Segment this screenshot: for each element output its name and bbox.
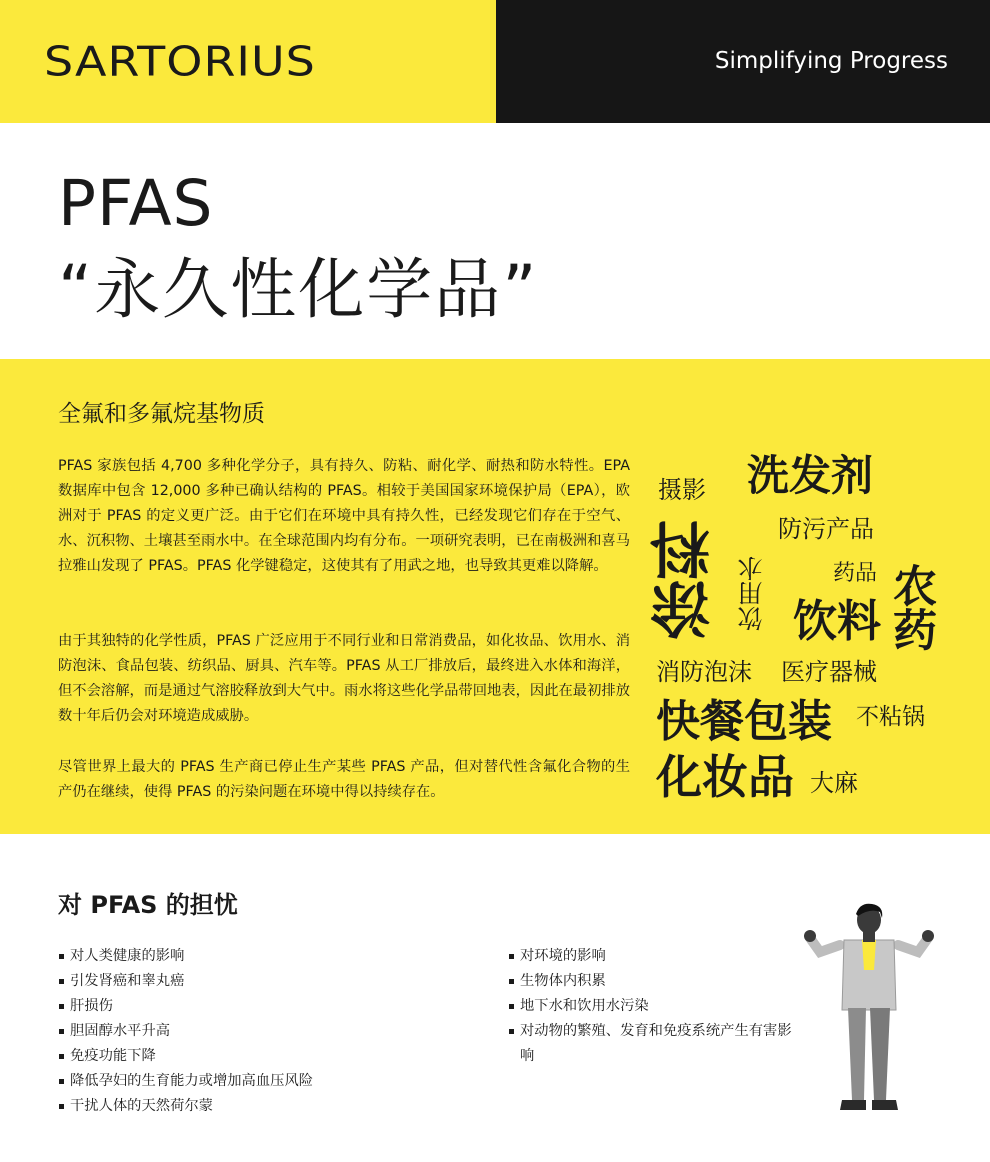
- person-illustration: [800, 900, 940, 1116]
- word-medicine: 药品: [833, 561, 878, 586]
- list-item: 对人类健康的影响: [58, 944, 478, 969]
- word-stain-proof: 防污产品: [778, 515, 874, 543]
- health-concerns-list: [58, 944, 478, 1119]
- word-fast-food-packaging: 快餐包装: [656, 696, 832, 747]
- intro-paragraph-3: 尽管世界上最大的 PFAS 生产商已停止生产某些 PFAS 产品，但对替代性含氟化合物的生产仍在继续，使得 PFAS 的污染问题在环境中得以持续存在。: [58, 759, 630, 800]
- list-item: 地下水和饮用水污染: [508, 994, 800, 1019]
- word-nonstick-pan: 不粘锅: [856, 704, 925, 730]
- intro-paragraph-1: PFAS 家族包括 4,700 多种化学分子，具有持久、防粘、耐化学、耐热和防水特性。EPA 数据库中包含 12,000 多种已确认结构的 PFAS。相较于美国国家环境保护局（EPA），欧洲对于 PFAS 的定义更广泛。由于它们在环境中具有持久性，已经发现它们存在于空气、水、沉积物、土壤甚至雨水中。在全球范围内均有分布。一项研究表明，已在南极洲和喜马拉雅山发现了 PFAS。PFAS 化学键稳定，这使其有了用武之地，也导致其更难以降解。: [58, 458, 630, 574]
- word-medical-devices: 医疗器械: [781, 658, 877, 686]
- tagline: Simplifying Progress: [714, 48, 948, 74]
- header-dark-panel: [496, 0, 990, 123]
- header-yellow-panel: [0, 0, 496, 123]
- word-shampoo: 洗发剂: [747, 451, 874, 500]
- list-item: 肝损伤: [58, 994, 478, 1019]
- list-item: 引发肾癌和睾丸癌: [58, 969, 478, 994]
- word-fire-foam: 消防泡沫: [656, 658, 752, 686]
- word-paint: 涂料: [650, 520, 720, 640]
- word-pesticide: 农药: [885, 563, 936, 651]
- word-cannabis: 大麻: [810, 769, 858, 797]
- word-drinking-water: 饮用水: [737, 556, 766, 631]
- header: [0, 0, 990, 123]
- environment-concerns-list: [508, 944, 800, 1069]
- intro-heading: 全氟和多氟烷基物质: [58, 401, 265, 427]
- intro-paragraph-2: 由于其独特的化学性质，PFAS 广泛应用于不同行业和日常消费品，如化妆品、饮用水、消防泡沫、食品包装、纺织品、厨具、汽车等。PFAS 从工厂排放后，最终进入水体和海洋，但不会溶解，而是通过气溶胶释放到大气中。雨水将这些化学品带回地表，因此在最初排放数十年后仍会对环境造成威胁。: [58, 633, 630, 724]
- word-cosmetics: 化妆品: [656, 750, 794, 804]
- word-photography: 摄影: [658, 476, 706, 504]
- list-item: 对环境的影响: [508, 944, 800, 969]
- concerns-heading: 对 PFAS 的担忧: [58, 891, 238, 919]
- word-beverage: 饮料: [793, 596, 881, 647]
- list-item: 干扰人体的天然荷尔蒙: [58, 1094, 478, 1119]
- page-subtitle: “永久性化学品”: [58, 251, 539, 328]
- list-item: 免疫功能下降: [58, 1044, 478, 1069]
- list-item: 对动物的繁殖、发育和免疫系统产生有害影响: [508, 1019, 800, 1069]
- list-item: 生物体内积累: [508, 969, 800, 994]
- list-item: 降低孕妇的生育能力或增加高血压风险: [58, 1069, 478, 1094]
- sartorius-logo: SARTORIUS: [44, 36, 316, 86]
- page-title: PFAS: [58, 167, 214, 240]
- list-item: 胆固醇水平升高: [58, 1019, 478, 1044]
